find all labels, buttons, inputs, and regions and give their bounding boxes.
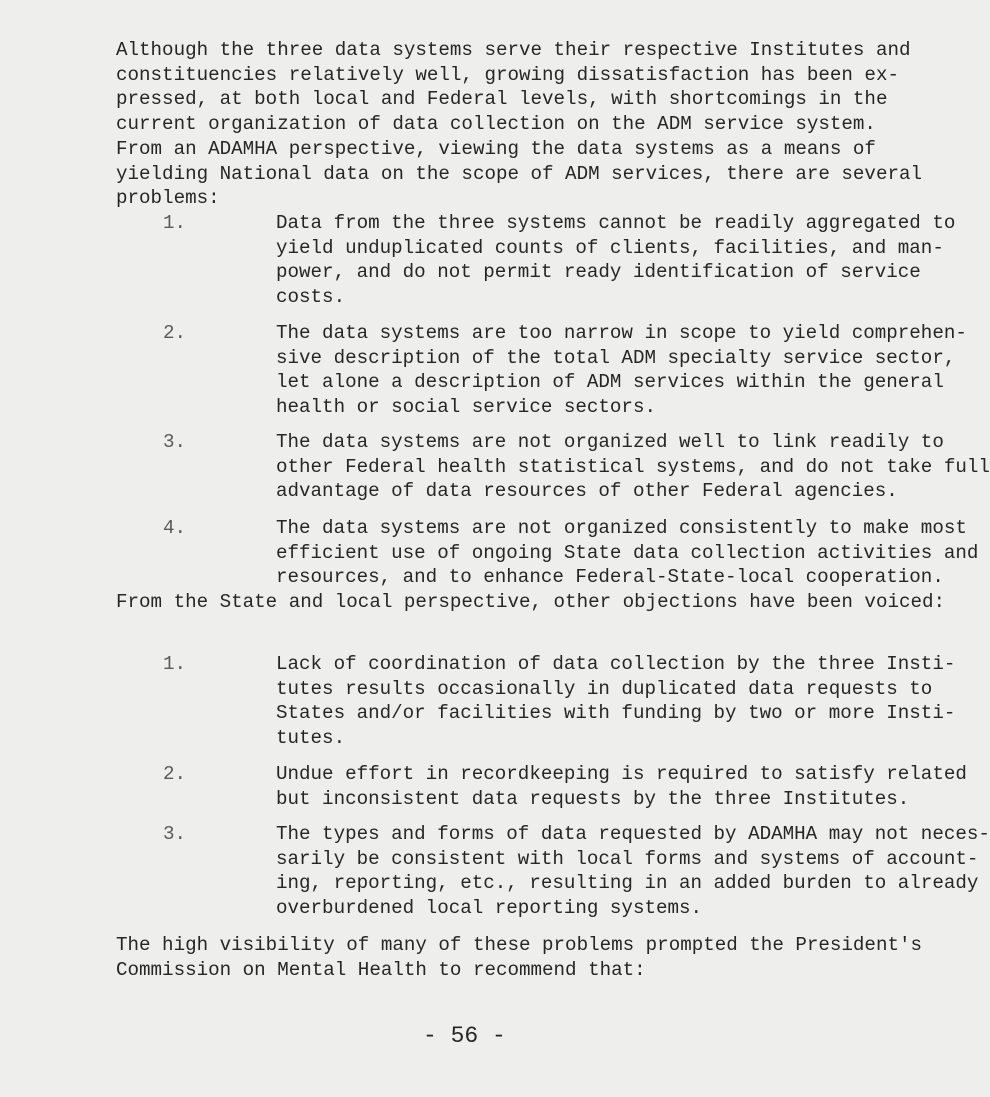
list-item-number: 2. [163,763,187,785]
list-item-text: Data from the three systems cannot be readily aggregated to yield unduplicated counts of clients, facilities, and man- power, and do not permit ready identification of service costs. [276,212,956,308]
adamha-intro-paragraph: From an ADAMHA perspective, viewing the data systems as a means of yielding National data on the scope of ADM services, there are several problems: [116,138,923,209]
intro-paragraph: Although the three data systems serve their respective Institutes and constituencies relatively well, growing dissatisfaction has been ex- pressed, at both local and Federal levels, with shortcomings in the current organization of data collection on the ADM service system. [116,39,911,135]
list-item-number: 1. [163,212,187,234]
list-item-number: 3. [163,823,187,845]
list-item-number: 4. [163,517,187,539]
list-item-number: 3. [163,431,187,453]
page-number: - 56 - [423,1023,506,1049]
closing-paragraph: The high visibility of many of these problems prompted the President's Commission on Mental Health to recommend that: [116,934,923,981]
list-item-number: 2. [163,322,187,344]
list-item-text: The data systems are not organized well to link readily to other Federal health statistical systems, and do not take full advantage of data resources of other Federal agencies. [276,431,990,502]
list-item-text: The data systems are too narrow in scope to yield comprehen- sive description of the total ADM specialty service sector, let alone a description of ADM services within the general health or social service sectors. [276,322,967,418]
list-item-text: The types and forms of data requested by ADAMHA may not neces- sarily be consistent with local forms and systems of account- ing, reporting, etc., resulting in an added burden to already overburdened local reporting systems. [276,823,990,919]
list-item-text: The data systems are not organized consistently to make most efficient use of ongoing State data collection activities and resources, and to enhance Federal-State-local cooperation. [276,517,979,588]
list-item-text: Undue effort in recordkeeping is required to satisfy related but inconsistent data requests by the three Institutes. [276,763,967,810]
list-item-number: 1. [163,653,187,675]
list-item-text: Lack of coordination of data collection by the three Insti- tutes results occasionally in duplicated data requests to States and/or facilities with funding by two or more Insti- tutes. [276,653,956,749]
state-intro-paragraph: From the State and local perspective, other objections have been voiced: [116,591,946,613]
